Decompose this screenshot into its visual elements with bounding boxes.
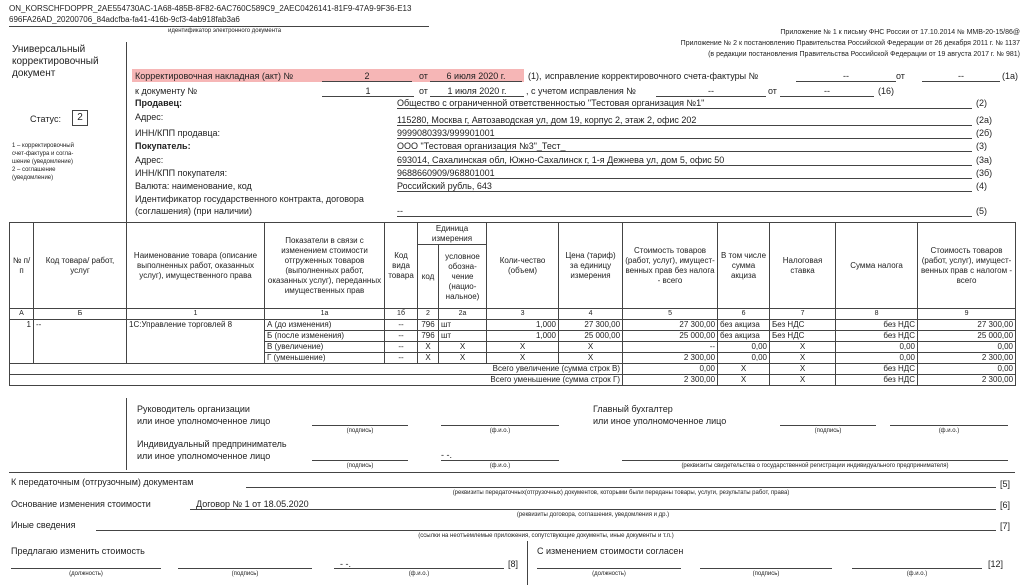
ip-sign-caption: (подпись) [346, 463, 374, 469]
status-note-line: 1 – корректировочный [12, 143, 74, 149]
th-excise: В том числе сумма акциза [718, 223, 770, 309]
propose-position-caption: (должность) [69, 571, 103, 577]
row-total: 25 000,00 [918, 331, 1016, 342]
col-number: 1а [265, 309, 385, 320]
party-value-buyer-inn: 9688660909/968801001 [397, 168, 972, 179]
acc-fio-caption: (ф.и.о.) [938, 428, 960, 434]
row-excise: без акциза [718, 320, 770, 331]
row-uname: шт [439, 331, 487, 342]
row-uname: X [439, 342, 487, 353]
status-note-line: шение (уведомление) [12, 159, 73, 165]
status-note-line: (уведомление) [12, 175, 54, 181]
th-num: № п/п [10, 223, 34, 309]
propose-fio: - -. [340, 559, 351, 569]
row-tax: без НДС [836, 320, 918, 331]
row-total: 0,00 [918, 342, 1016, 353]
party-code: (4) [976, 181, 987, 191]
th-unit: Единица измерения [418, 223, 487, 245]
row-excise: 0,00 [718, 353, 770, 364]
th-tax: Сумма налога [836, 223, 918, 309]
col-number: 2а [439, 309, 487, 320]
to-doc-corr-number: -- [656, 86, 766, 97]
code-1: (1), [528, 71, 542, 81]
to-doc-number: 1 [322, 86, 414, 97]
total-excise: X [718, 364, 770, 375]
th-indicators: Показатели в связи с изменением стоимости отгруженных товаров (выполненных работ, оказанных услуг), переданных имущественных прав [265, 223, 385, 309]
doc-id-caption: идентификатор электронного документа [168, 28, 282, 34]
to-doc-corr-from: от [768, 86, 777, 96]
head-label2: или иное уполномоченное лицо [137, 416, 271, 426]
row-cost: -- [623, 342, 718, 353]
total-rate: X [770, 364, 836, 375]
row-qty: 1,000 [487, 320, 559, 331]
row-qty: X [487, 353, 559, 364]
gov-contract-value: -- [397, 206, 972, 217]
row-ucode: 796 [418, 320, 439, 331]
party-code: (2б) [976, 128, 993, 138]
row-price: X [559, 342, 623, 353]
th-name: Наименование товара (описание выполненных работ, оказанных услуг), имущественного права [127, 223, 265, 309]
col-number: А [10, 309, 34, 320]
head-fio-caption: (ф.и.о.) [489, 428, 511, 434]
gov-contract-label1: Идентификатор государственного контракта, договора [135, 194, 364, 204]
row-ind: Б (после изменения) [265, 331, 385, 342]
ip-label1: Индивидуальный предприниматель [137, 439, 287, 449]
party-value-seller: Общество с ограниченной ответственностью "Тестовая организация №1" [397, 98, 972, 109]
ip-req-caption: (реквизиты свидетельства о государственной регистрации индивидуального предпринимателя) [681, 463, 949, 469]
party-label-seller-inn: ИНН/КПП продавца: [135, 128, 221, 138]
party-code: (3б) [976, 168, 993, 178]
transfer-label: К передаточным (отгрузочным) документам [11, 477, 194, 487]
row-total: 2 300,00 [918, 353, 1016, 364]
totals-row [10, 364, 1016, 375]
row-ucode: 796 [418, 331, 439, 342]
col-number: Б [34, 309, 127, 320]
total-tax: без НДС [836, 375, 918, 386]
row-ind: А (до изменения) [265, 320, 385, 331]
propose-fio-caption: (ф.и.о.) [408, 571, 430, 577]
row-excise: без акциза [718, 331, 770, 342]
row-cost: 25 000,00 [623, 331, 718, 342]
party-value-buyer: ООО "Тестовая организация №3"_Тест_ [397, 141, 972, 152]
appendix-line1: Приложение № 1 к письму ФНС России от 17.10.2014 № ММВ-20-15/86@ [780, 29, 1020, 36]
row-price: 27 300,00 [559, 320, 623, 331]
row-cost: 27 300,00 [623, 320, 718, 331]
propose-label: Предлагаю изменить стоимость [11, 546, 145, 556]
ip-fio: - -. [441, 450, 452, 460]
party-label-seller-address: Адрес: [135, 112, 164, 122]
row-kind: -- [385, 353, 418, 364]
status-note-line: 2 – соглашение [12, 167, 56, 173]
acc-sign-caption: (подпись) [814, 428, 842, 434]
title-line: документ [12, 68, 56, 79]
row-rate: Без НДС [770, 331, 836, 342]
propose-sign-caption: (подпись) [231, 571, 259, 577]
doc-from-label: от [419, 71, 428, 81]
correction-date: -- [922, 71, 1000, 82]
title-line: корректировочный [12, 56, 99, 67]
other-code: [7] [1000, 521, 1011, 531]
to-doc-date: 1 июля 2020 г. [430, 86, 524, 97]
th-unit-name: условное обозна-чение (нацио-нальное) [439, 245, 487, 309]
col-number: 4 [559, 309, 623, 320]
party-code: (2) [976, 98, 987, 108]
col-number: 1б [385, 309, 418, 320]
row-tax: 0,00 [836, 342, 918, 353]
reason-code: [6] [1000, 500, 1011, 510]
correction-label: исправление корректировочного счета-фактуры № [545, 71, 759, 81]
row-ind: В (увеличение) [265, 342, 385, 353]
party-label-seller: Продавец: [135, 98, 183, 108]
total-rate: X [770, 375, 836, 386]
row-price: 25 000,00 [559, 331, 623, 342]
total-tax: без НДС [836, 364, 918, 375]
title-line: Универсальный [12, 44, 86, 55]
total-sum: 0,00 [918, 364, 1016, 375]
reason-caption: (реквизиты договора, соглашения, уведомления и др.) [516, 512, 670, 518]
correction-number: -- [796, 71, 896, 82]
gov-contract-label2: (соглашения) (при наличии) [135, 206, 252, 216]
doc-id-line2: 696FA26AD_20200706_84adcfba-fa41-416b-9cf3-4ab918fab3a6 [9, 15, 240, 24]
ip-label2: или иное уполномоченное лицо [137, 451, 271, 461]
row-total: 27 300,00 [918, 320, 1016, 331]
row-ind: Г (уменьшение) [265, 353, 385, 364]
party-label-currency: Валюта: наименование, код [135, 181, 252, 191]
th-rate: Налоговая ставка [770, 223, 836, 309]
col-number: 1 [127, 309, 265, 320]
col-number: 5 [623, 309, 718, 320]
total-cost: 2 300,00 [623, 375, 718, 386]
party-code: (2а) [976, 115, 993, 125]
row-ucode: X [418, 353, 439, 364]
col-number: 2 [418, 309, 439, 320]
col-number: 6 [718, 309, 770, 320]
code-1a: (1а) [1002, 71, 1019, 81]
row-qty: X [487, 342, 559, 353]
appendix-line3: (в редакции постановления Правительства Российской Федерации от 19 августа 2017 г. № 981) [708, 51, 1020, 58]
to-doc-from: от [419, 86, 428, 96]
code-16: (16) [878, 86, 895, 96]
agree-code: [12] [988, 559, 1004, 569]
appendix-line2: Приложение № 2 к постановлению Правительства Российской Федерации от 26 декабря 2011 г. № 1137 [680, 40, 1020, 47]
row-rate: Без НДС [770, 320, 836, 331]
head-label1: Руководитель организации [137, 404, 250, 414]
to-doc-label: к документу № [135, 86, 198, 96]
doc-type-title [12, 44, 99, 80]
th-cost: Стоимость товаров (работ, услуг), имущест-венных прав без налога - всего [623, 223, 718, 309]
th-price: Цена (тариф) за единицу измерения [559, 223, 623, 309]
party-value-currency: Российский рубль, 643 [397, 181, 972, 192]
row-qty: 1,000 [487, 331, 559, 342]
row-tax: без НДС [836, 331, 918, 342]
row-kind: -- [385, 331, 418, 342]
party-value-buyer-address: 693014, Сахалинская обл, Южно-Сахалинск г, 1-я Дежнева ул, дом 5, офис 50 [397, 155, 972, 166]
total-excise: X [718, 375, 770, 386]
row-excise: 0,00 [718, 342, 770, 353]
doc-number: 2 [322, 71, 412, 82]
agree-fio-caption: (ф.и.о.) [906, 571, 928, 577]
th-total: Стоимость товаров (работ, услуг), имущест-венных прав с налогом - всего [918, 223, 1016, 309]
goods-table [9, 222, 1016, 386]
col-number: 8 [836, 309, 918, 320]
doc-id-line1: ON_KORSCHFDOPPR_2AE554730AC-1A68-485B-8F82-6AC760C589C9_2AEC0426141-81F9-47A9-9F36-E13 [9, 4, 412, 13]
other-caption: (ссылки на неотъемлемые приложения, сопутствующие документы, иные документы и т.п.) [418, 533, 674, 539]
party-label-buyer-inn: ИНН/КПП покупателя: [135, 168, 228, 178]
row-rate: X [770, 353, 836, 364]
th-qty: Коли-чество (объем) [487, 223, 559, 309]
party-value-seller-address: 115280, Москва г, Автозаводская ул, дом 19, корпус 2, этаж 2, офис 202 [397, 115, 972, 126]
row-kind: -- [385, 320, 418, 331]
total-decrease-label: Всего уменьшение (сумма строк Г) [10, 375, 623, 386]
row-tax: 0,00 [836, 353, 918, 364]
acc-label2: или иное уполномоченное лицо [593, 416, 727, 426]
head-sign-caption: (подпись) [346, 428, 374, 434]
status-note [12, 142, 74, 182]
status-note-line: счет-фактура и согла- [12, 151, 74, 157]
correction-from: от [896, 71, 905, 81]
agree-sign-caption: (подпись) [752, 571, 780, 577]
party-label-buyer-address: Адрес: [135, 155, 164, 165]
item-num: 1 [10, 320, 34, 364]
th-unit-code: код [418, 245, 439, 309]
item-code: -- [34, 320, 127, 364]
row-kind: -- [385, 342, 418, 353]
row-rate: X [770, 342, 836, 353]
party-label-buyer: Покупатель: [135, 141, 191, 151]
th-code: Код товара/ работ, услуг [34, 223, 127, 309]
transfer-caption: (реквизиты передаточных(отгрузочных) документов, которыми были переданы товары, услуги, результаты работ, права) [452, 490, 790, 496]
to-doc-corr-label: , с учетом исправления № [526, 86, 636, 96]
row-cost: 2 300,00 [623, 353, 718, 364]
doc-label: Корректировочная накладная (акт) № [135, 71, 294, 81]
item-name: 1С:Управление торговлей 8 [127, 320, 265, 364]
row-price: X [559, 353, 623, 364]
total-cost: 0,00 [623, 364, 718, 375]
row-ucode: X [418, 342, 439, 353]
agree-label: С изменением стоимости согласен [537, 546, 684, 556]
party-value-seller-inn: 9999080393/999901001 [397, 128, 972, 139]
totals-row [10, 375, 1016, 386]
row-uname: X [439, 353, 487, 364]
transfer-code: [5] [1000, 479, 1011, 489]
other-label: Иные сведения [11, 520, 76, 530]
total-sum: 2 300,00 [918, 375, 1016, 386]
party-code: (3а) [976, 155, 993, 165]
party-code: (3) [976, 141, 987, 151]
row-uname: шт [439, 320, 487, 331]
ip-fio-caption: (ф.и.о.) [489, 463, 511, 469]
reason-value: Договор № 1 от 18.05.2020 [196, 499, 309, 509]
status-label: Статус: [30, 114, 61, 124]
agree-position-caption: (должность) [592, 571, 626, 577]
doc-date: 6 июля 2020 г. [430, 71, 522, 82]
col-number: 3 [487, 309, 559, 320]
col-number: 7 [770, 309, 836, 320]
reason-label: Основание изменения стоимости [11, 499, 151, 509]
total-increase-label: Всего увеличение (сумма строк В) [10, 364, 623, 375]
to-doc-corr-date: -- [780, 86, 874, 97]
status-value: 2 [72, 110, 88, 126]
gov-contract-code: (5) [976, 206, 987, 216]
col-number: 9 [918, 309, 1016, 320]
acc-label1: Главный бухгалтер [593, 404, 673, 414]
propose-code: [8] [508, 559, 519, 569]
th-kind: Код вида товара [385, 223, 418, 309]
table-row [10, 320, 1016, 331]
